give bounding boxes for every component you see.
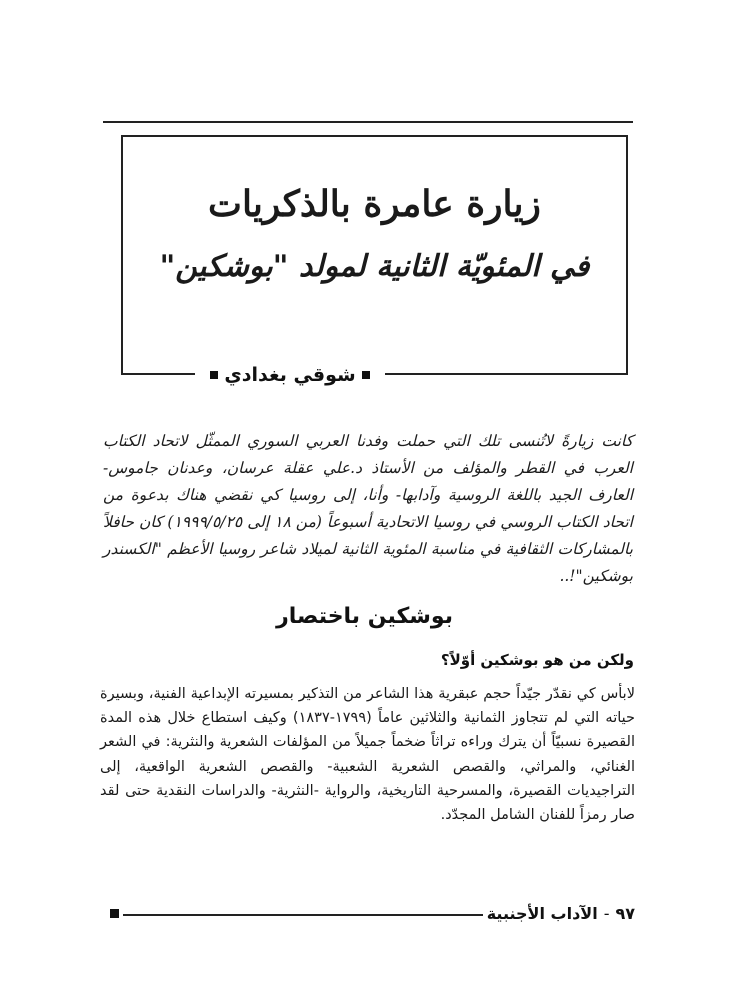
title-box bbox=[121, 135, 628, 375]
bullet-square-icon bbox=[362, 371, 370, 379]
body-paragraph: لابأس كي نقدّر جيّداً حجم عبقرية هذا الشاعر من التذكير بمسيرته الإبداعية الفنية، وبسيرة حياته التي لم تتجاوز الثمانية والثلاثين عاماً (١٧٩٩-١٨٣٧) وكيف استطاع خلال هذه المدة القصيرة نسبيّاً أن يترك وراءه تراثاً ضخماً جميلاً من المؤلفات الشعرية والنثرية: في الشعر الغنائي، والمراثي، والقصص الشعرية الشعبية- والقصص الشعرية الواقعية، إلى التراجيديات القصيرة، والمسرحية التاريخية، والرواية -النثرية- والدراسات النقدية حتى لقد صار رمزاً للفنان الشامل المجدّد. bbox=[100, 686, 635, 824]
footer-separator: - bbox=[603, 903, 610, 923]
question-line: ولكن من هو بوشكين أوّلاً؟ bbox=[440, 651, 634, 669]
author-name: شوقي بغدادي bbox=[224, 364, 356, 386]
end-square-icon bbox=[110, 909, 119, 918]
article-subtitle: في المئويّة الثانية لمولد "بوشكين" bbox=[159, 249, 590, 284]
page-number: ٩٧ bbox=[615, 903, 635, 923]
section-heading: بوشكين باختصار bbox=[276, 604, 453, 629]
article-title: زيارة عامرة بالذكريات bbox=[208, 183, 541, 225]
intro-paragraph: كانت زيارةً لاتُنسى تلك التي حملت وفدنا العربي السوري الممثّل لاتحاد الكتاب العرب في القطر والمؤلف من الأستاذ د.علي عقلة عرسان، وعدنان جاموس- العارف الجيد باللغة الروسية وآدابها- وأنا، إلى روسيا كي نقضي هناك بدعوة من اتحاد الكتاب الروسي في روسيا الاتحادية أسبوعاً (من ١٨ إلى ١٩٩٩/٥/٢٥) كان حافلاً بالمشاركات الثقافية في مناسبة المئوية الثانية لميلاد شاعر روسيا الأعظم "الكسندر بوشكين"!.. bbox=[103, 432, 633, 585]
page-footer bbox=[110, 902, 635, 924]
bullet-square-icon bbox=[210, 371, 218, 379]
journal-name: الآداب الأجنبية bbox=[486, 903, 598, 923]
top-rule bbox=[103, 121, 633, 123]
footer-rule bbox=[123, 914, 483, 916]
author-byline bbox=[195, 360, 385, 390]
